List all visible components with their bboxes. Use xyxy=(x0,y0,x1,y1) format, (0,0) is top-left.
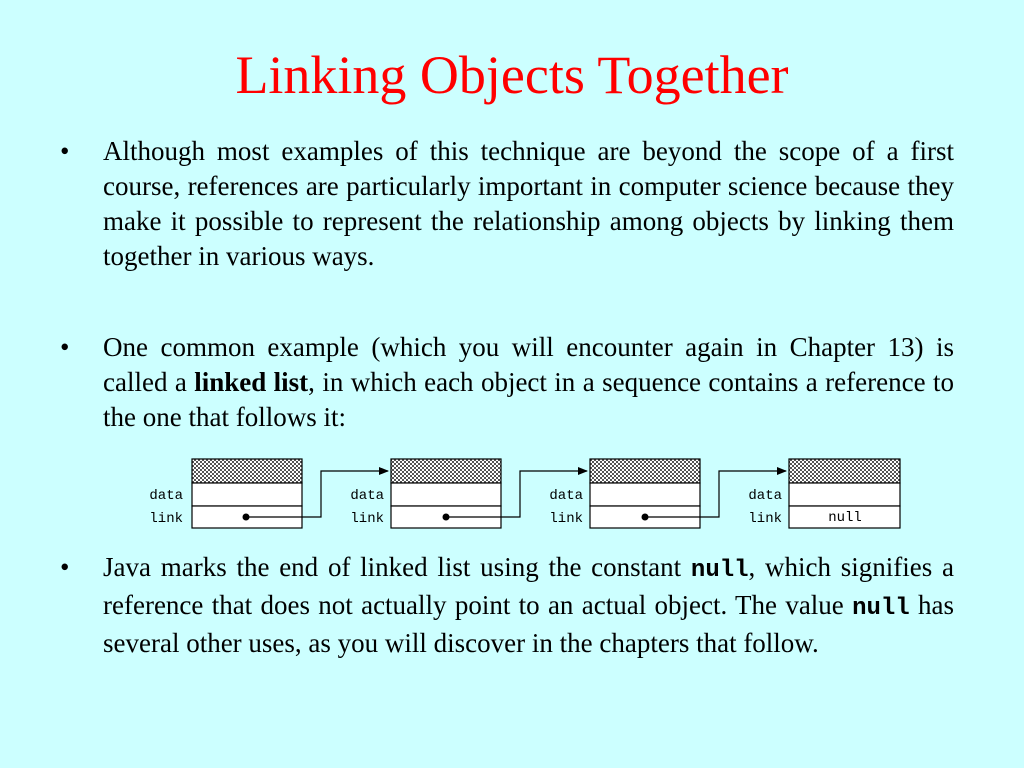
bullet-marker: • xyxy=(60,332,70,362)
data-field-label: data xyxy=(149,488,183,504)
slide-title: Linking Objects Together xyxy=(235,45,789,105)
bullet-text-part: Java marks the end of linked list using the constant xyxy=(103,552,691,582)
list-node xyxy=(149,459,302,528)
link-field-label: link xyxy=(748,511,782,527)
data-field-label: data xyxy=(350,488,384,504)
list-node xyxy=(549,459,700,528)
bullet-text xyxy=(103,330,954,435)
data-field-label: data xyxy=(549,488,583,504)
link-field-label: link xyxy=(549,511,583,527)
bullet-text-part: has several other uses, as you will discover in the chapters that follow. xyxy=(103,590,954,658)
linked-list-diagram xyxy=(0,445,1024,540)
bullet-item xyxy=(60,330,954,435)
bold-term: linked list xyxy=(194,367,309,397)
bullet-text xyxy=(103,550,954,661)
data-field-label: data xyxy=(748,488,782,504)
link-field-label: link xyxy=(149,511,183,527)
link-field-label: link xyxy=(350,511,384,527)
bullet-text-part: , in which each object in a sequence contains a reference to the one that follows it: xyxy=(103,367,954,432)
bullet-item xyxy=(60,134,954,274)
bullet-text-part: One common example (which you will encounter again in Chapter 13) is called a xyxy=(103,332,954,397)
list-node xyxy=(350,459,501,528)
bullet-marker: • xyxy=(60,136,70,166)
code-null: null xyxy=(852,595,910,622)
code-null: null xyxy=(690,557,749,584)
list-node xyxy=(748,459,900,528)
bullet-text-part: , which signifies a reference that does not actually point to an actual object. The value xyxy=(103,552,955,620)
bullet-marker: • xyxy=(60,552,70,582)
null-link-value: null xyxy=(828,510,862,526)
bullet-item xyxy=(60,550,954,661)
bullet-text: Although most examples of this technique are beyond the scope of a first course, references are particularly important in computer science because they make it possible to represent the relationship among objects by linking them together in various ways. xyxy=(103,136,954,271)
